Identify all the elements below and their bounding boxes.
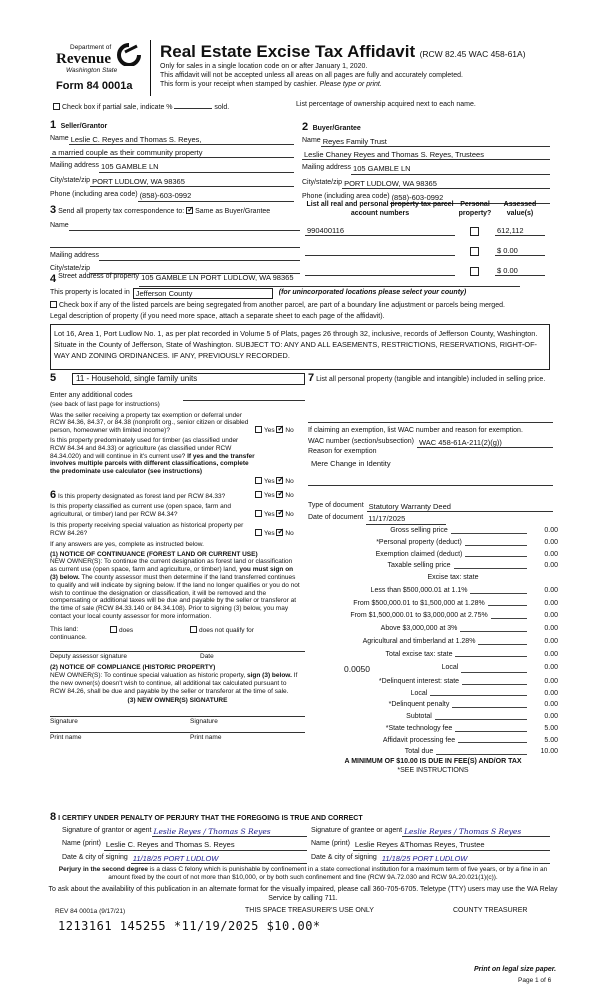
grantee-print-field[interactable]: Leslie Reyes &Thomas Reyes, Trustee: [353, 840, 550, 850]
q-current-use-no[interactable]: [276, 510, 283, 517]
buyer-city-field[interactable]: PORT LUDLOW, WA 98365: [342, 179, 550, 189]
grantor-date-field[interactable]: 11/18/25 PORT LUDLOW: [131, 854, 307, 864]
grantor-sig-label: Signature of grantor or agent: [62, 826, 152, 834]
tech-fee-value: 5.00: [544, 724, 558, 732]
parcel-row: [305, 222, 550, 240]
note-3: This form is your receipt when stamped by cashier.: [160, 80, 318, 88]
doc-date-field[interactable]: 11/17/2025: [366, 514, 446, 524]
legal-paper-note: Print on legal size paper.: [474, 966, 557, 973]
yes-label: Yes: [264, 477, 275, 485]
buyer-name-field[interactable]: Reyes Family Trust: [321, 137, 550, 147]
seller-mailing-label: Mailing address: [50, 162, 100, 170]
perjury-text: is a class C felony which is punishable by confinement in a state correctional institution for a maximum term of five years, or by a fine in an amount fixed by the court of not more than $10,000, or by both such confinement and fine (RCW 9A.72.030 and RCW 9A.20.021(1)(c)).: [108, 866, 548, 881]
wac-field[interactable]: WAC 458-61A-211(2)(g)): [417, 438, 553, 448]
see-instructions: *SEE INSTRUCTIONS: [397, 766, 469, 774]
corr-mailing-label: Mailing address: [50, 251, 100, 259]
header-divider: [150, 40, 151, 96]
buyer-name2-field[interactable]: Leslie Chaney Reyes and Thomas S. Reyes, Trustees: [302, 150, 550, 160]
bracket-row: [308, 600, 558, 609]
seller-name-field[interactable]: Leslie C. Reyes and Thomas S. Reyes,: [69, 135, 294, 145]
q-current-use: Is this property classified as current use (open space, farm and agricultural, or timber) land per RCW 84.34?: [50, 503, 232, 518]
seller-number: 1: [50, 119, 57, 131]
note-1: Only for sales in a single location code on or after January 1, 2020.: [160, 63, 368, 70]
corr-city-label: City/state/zip: [50, 264, 91, 272]
tax-row: [308, 562, 558, 571]
use-code-select[interactable]: 11 - Household, single family units: [72, 373, 305, 385]
bracket-value: 0.00: [544, 586, 559, 594]
personal-property-field[interactable]: [308, 414, 553, 423]
street-label: Street address of property: [58, 273, 140, 280]
no-label: No: [285, 492, 294, 499]
notice2-c: If the new owner(s) doesn't wish to continue, all additional tax calculated pursuant to RCW 84.26, shall be due and payable by the seller or transferor at the time of sale.: [50, 671, 298, 695]
subtotal-label: Subtotal: [406, 713, 432, 721]
q-historic-no[interactable]: [276, 529, 283, 536]
tax-rows: [308, 527, 558, 571]
seller-name-label: Name: [50, 135, 69, 142]
section7-text: List all personal property (tangible and intangible) included in selling price.: [316, 376, 546, 383]
grantee-sig-label: Signature of grantee or agent: [311, 826, 403, 834]
buyer-section: [302, 117, 550, 204]
tax-row: [308, 551, 558, 560]
assessed-heading: Assessed value(s): [503, 201, 537, 217]
excise-heading: Excise tax: state: [427, 574, 479, 581]
tax-row-value[interactable]: 0.00: [544, 527, 559, 534]
sold-label: sold.: [214, 104, 230, 111]
yes-label: Yes: [264, 511, 275, 519]
parcels-table: [305, 201, 550, 280]
minimum-note: A MINIMUM OF $10.00 IS DUE IN FEE(S) AND/OR TAX: [344, 758, 522, 766]
tech-fee-label: *State technology fee: [385, 724, 453, 732]
owner-sig-label-2: Signature: [190, 718, 218, 726]
county-select[interactable]: Jefferson County: [133, 288, 273, 299]
section6-number: 6: [50, 489, 57, 501]
land-does-checkbox[interactable]: [110, 626, 117, 633]
treasurer-use: THIS SPACE TREASURER'S USE ONLY: [245, 907, 374, 914]
buyer-name-label: Name: [302, 137, 321, 144]
q-timber-bold: If yes and the transfer involves multiple parcels with different classifications, complete the predominate use calculator (see instructions): [50, 452, 255, 476]
processing-value: 5.00: [544, 736, 558, 744]
property-section: [50, 273, 550, 370]
del-int-state-value: 0.00: [544, 677, 559, 685]
grantee-print-label: Name (print): [311, 840, 350, 848]
bracket-label: Above $3,000,000 at 3%: [380, 625, 458, 632]
reason-field[interactable]: Mere Change in Identity: [311, 458, 391, 468]
land-label: This land:: [50, 625, 79, 633]
no-label: No: [285, 529, 294, 537]
notice1-b: you must sign on (3) below.: [50, 566, 294, 581]
personal-heading: Personal property?: [458, 201, 492, 217]
bracket-rows: [308, 587, 558, 647]
q-forest-yes[interactable]: [255, 491, 262, 498]
same-as-buyer-checkbox[interactable]: [186, 207, 193, 214]
tax-row-label: *Personal property (deduct): [376, 538, 462, 546]
notice1-title: (1) NOTICE OF CONTINUANCE (FOREST LAND OR CURRENT USE): [50, 550, 258, 558]
unincorporated-note: (for unincorporated locations please select your county): [278, 289, 467, 297]
notice3-title: (3) NEW OWNER(S) SIGNATURE: [127, 697, 228, 705]
buyer-number: 2: [302, 121, 309, 133]
yes-label: Yes: [264, 426, 275, 434]
q-timber-yes[interactable]: [255, 477, 262, 484]
form-title: Real Estate Excise Tax Affidavit: [160, 42, 416, 61]
additional-codes-label: Enter any additional codes: [50, 391, 133, 399]
notice2-b: sign (3) below.: [247, 671, 292, 679]
q-exemption-no[interactable]: [276, 426, 283, 433]
additional-codes-note: (see back of last page for instructions): [50, 400, 160, 408]
grantor-signature[interactable]: Leslie Reyes / Thomas S Reyes: [152, 827, 307, 837]
seller-phone-field[interactable]: (858)-603-0992: [138, 191, 294, 201]
no-label: No: [285, 426, 294, 434]
buyer-mailing-label: Mailing address: [302, 164, 352, 172]
total-due-label: Total due: [404, 748, 434, 756]
parcel-rows: [305, 222, 550, 280]
buyer-heading: Buyer/Grantee: [312, 125, 361, 132]
tax-row-label: Gross selling price: [390, 527, 448, 534]
assessed-value-field[interactable]: $ 0.00: [495, 266, 545, 276]
tax-calculation: [308, 524, 558, 776]
wac-label: WAC number (section/subsection): [308, 437, 414, 445]
personal-property-checkbox[interactable]: [470, 227, 479, 236]
del-int-state-label: *Delinquent interest: state: [378, 677, 460, 685]
grantor-print-label: Name (print): [62, 840, 101, 848]
corr-name-field[interactable]: [69, 222, 300, 231]
tax-row-value[interactable]: 0.00: [544, 550, 559, 558]
owner-sig-label-1: Signature: [50, 718, 78, 726]
tax-row-value[interactable]: 0.00: [544, 562, 559, 570]
note-2: This affidavit will not be accepted unless all areas on all pages are fully and accurately completed.: [160, 71, 463, 79]
bracket-value: 0.00: [544, 625, 559, 632]
page-number: Page 1 of 6: [518, 977, 552, 984]
legal-label: Legal description of property (if you need more space, attach a separate sheet to each page of the affidavit).: [50, 312, 385, 320]
local-rate: 0.0050: [344, 664, 370, 675]
header-notes: [160, 63, 580, 89]
revenue-logo-icon: [115, 42, 143, 66]
seller-mailing-field[interactable]: 105 GAMBLE LN: [99, 162, 294, 172]
yes-label: Yes: [264, 492, 275, 499]
section7-number: 7: [308, 372, 315, 384]
correspondence-number: 3: [50, 204, 57, 216]
del-penalty-label: *Delinquent penalty: [388, 701, 450, 709]
seller-city-label: City/state/zip: [50, 176, 91, 184]
tax-row: [308, 539, 558, 548]
tax-row: [308, 527, 558, 536]
grantee-date-field[interactable]: 11/18/25 PORT LUDLOW: [380, 854, 550, 864]
tax-row-label: Exemption claimed (deduct): [375, 550, 463, 558]
assessed-value-field[interactable]: 612,112: [495, 226, 545, 236]
buyer-phone-label: Phone (including area code): [302, 193, 390, 201]
form-title-block: [160, 42, 526, 62]
seller-heading: Seller/Grantor: [60, 123, 108, 130]
notice2-title: (2) NOTICE OF COMPLIANCE (HISTORIC PROPERTY): [50, 664, 216, 672]
yes-label: Yes: [264, 529, 275, 537]
corr-name2-field[interactable]: [50, 239, 300, 248]
personal-property-checkbox[interactable]: [470, 247, 479, 256]
section-8: [50, 811, 550, 864]
answers-note: If any answers are yes, complete as instructed below.: [50, 540, 204, 548]
local-label: Local: [441, 664, 459, 672]
bracket-row: [308, 625, 558, 634]
street-field[interactable]: 105 GAMBLE LN PORT LUDLOW, WA 98365: [139, 273, 520, 287]
partial-sale-label: Check box if partial sale, indicate %: [62, 104, 173, 111]
bracket-row: [308, 638, 558, 647]
county-treasurer: COUNTY TREASURER: [453, 907, 528, 914]
bracket-label: Less than $500,000.01 at 1.1%: [370, 586, 468, 594]
q-timber-no[interactable]: [276, 477, 283, 484]
notice1-a: NEW OWNER(S): To continue the current designation as forest land or classification as current use (open space, farm and agriculture, or timber) land,: [50, 558, 293, 574]
grantor-print-field[interactable]: Leslie C. Reyes and Thomas S. Reyes: [104, 840, 307, 850]
del-penalty-value: 0.00: [544, 701, 558, 709]
q-timber: Is this property predominately used for timber (as classified under RCW 84.34 and 84.33) or agriculture (as classified under RCW 84.34.020) and will continue in it's current use?: [50, 436, 239, 460]
local-value: 0.00: [544, 664, 559, 672]
owner-print-label-1: Print name: [50, 733, 82, 741]
section-7: [308, 372, 553, 525]
land-cont: continuance.: [50, 633, 87, 641]
bracket-row: [308, 612, 558, 621]
total-state-label: Total excise tax: state: [385, 650, 453, 658]
located-label: This property is located in: [50, 289, 130, 297]
bracket-value: 0.00: [544, 599, 559, 607]
partial-sale-checkbox[interactable]: [53, 103, 60, 110]
seller-city-field[interactable]: PORT LUDLOW, WA 98365: [90, 177, 294, 187]
tax-row-value[interactable]: 0.00: [544, 538, 559, 546]
del-int-local-label: Local: [410, 689, 428, 697]
section8-number: 8: [50, 811, 57, 823]
subtotal-value: 0.00: [544, 713, 558, 721]
assessed-value-field[interactable]: $ 0.00: [495, 246, 545, 256]
treasurer-stamp: 1213161 145255 *11/19/2025 $10.00*: [58, 919, 321, 933]
segregated-label: Check box if any of the listed parcels are being segregated from another parcel, are part of a boundary line adjustment or parcels being merged.: [59, 302, 505, 310]
parcel-number-field[interactable]: [305, 246, 455, 256]
form-number: Form 84 0001a: [56, 80, 133, 92]
seller-section: [50, 115, 294, 202]
q-forest-no[interactable]: [276, 491, 283, 498]
same-as-buyer-label: Same as Buyer/Grantee: [195, 208, 271, 215]
does-label: does: [119, 626, 134, 634]
deputy-sig-label: Deputy assessor signature: [50, 653, 127, 661]
alternate-format: To ask about the availability of this publication in an alternate format for the visually impaired, please call 360-705-6705. Teletype (TTY) users may use the WA Relay Service by calling 711.: [48, 886, 558, 902]
section-6: [50, 489, 305, 742]
notice2-a: NEW OWNER(S): To continue special valuation as historic property,: [50, 671, 246, 679]
bracket-row: [308, 587, 558, 596]
dept-line3: Washington State: [66, 66, 118, 74]
perjury-notice: [48, 866, 558, 882]
bracket-label: From $1,500,000.01 to $3,000,000 at 2.75%: [350, 612, 488, 620]
bracket-label: Agricultural and timberland at 1.28%: [362, 637, 476, 645]
processing-label: Affidavit processing fee: [382, 736, 456, 744]
seller-phone-label: Phone (including area code): [50, 191, 138, 199]
ownership-note: List percentage of ownership acquired next to each name.: [296, 101, 476, 108]
corr-name-label: Name: [50, 221, 69, 229]
parcel-row: [305, 242, 550, 260]
rev-number: REV 84 0001a (9/17/21): [55, 908, 126, 915]
note-3b: Please type or print.: [319, 80, 382, 88]
owner-print-label-2: Print name: [190, 733, 222, 741]
q-exemption: Was the seller receiving a property tax exemption or deferral under RCW 84.36, 84.37, or 84.38 (nonprofit org., senior citizen or disabled person, homeowner with limited income)?: [50, 411, 249, 435]
correspondence-text: Send all property tax correspondence to:: [58, 208, 185, 215]
parcel-number-field[interactable]: 990400116: [305, 226, 455, 236]
perjury-bold: Perjury in the second degree: [58, 866, 148, 873]
grantee-signature[interactable]: Leslie Reyes / Thomas S Reyes: [402, 827, 550, 837]
no-label: No: [285, 511, 294, 519]
dept-line1: Department of: [70, 44, 112, 51]
seller-name2-field[interactable]: a married couple as their community property: [50, 148, 294, 158]
section-5: [50, 372, 305, 486]
doc-type-label: Type of document: [308, 502, 364, 509]
total-due-value: 10.00: [540, 748, 559, 756]
segregated-checkbox[interactable]: [50, 301, 57, 308]
grantee-date-label: Date & city of signing: [311, 853, 377, 861]
land-does-not-checkbox[interactable]: [190, 626, 197, 633]
buyer-mailing-field[interactable]: 105 GAMBLE LN: [351, 164, 550, 174]
parcels-heading: List all real and personal property tax parcel account numbers: [306, 201, 454, 217]
total-state-value: 0.00: [544, 650, 559, 658]
q-forest: Is this property designated as forest land per RCW 84.33?: [57, 493, 226, 500]
reason-label: Reason for exemption: [308, 447, 377, 455]
tax-row-label: Taxable selling price: [387, 562, 451, 570]
property-number: 4: [50, 273, 57, 285]
corr-mailing-field[interactable]: [99, 252, 300, 261]
q-exemption-yes[interactable]: [255, 426, 262, 433]
doc-date-label: Date of document: [308, 514, 364, 522]
q-historic: Is this property receiving special valuation as historical property per RCW 84.26?: [50, 521, 244, 537]
reason-line: [308, 480, 553, 486]
dept-line2: Revenue: [56, 50, 111, 67]
does-not-label: does not qualify for: [199, 626, 254, 634]
partial-sale-row: [53, 103, 229, 113]
q-historic-yes[interactable]: [255, 529, 262, 536]
correspondence-section: [50, 204, 300, 274]
additional-codes-field[interactable]: [183, 392, 306, 401]
bracket-value: 0.00: [544, 612, 559, 620]
buyer-city-label: City/state/zip: [302, 178, 343, 186]
bracket-label: From $500,000.01 to $1,500,000 at 1.28%: [353, 599, 485, 607]
notice1-c: The county assessor must then determine if the land transferred continues to qualify and will indicate by signing below. If the land no longer qualifies or you do not wish to continue the designation or classification, it will be removed and the compensating or additional taxes will be due and payable by the seller or transferor at the time of sale (RCW 84.33.140 or 84.34.108). Prior to signing (3) below, you may contact your local county assessor for more information.: [50, 573, 300, 620]
doc-type-field[interactable]: Statutory Warranty Deed: [367, 502, 553, 512]
certify-text: I CERTIFY UNDER PENALTY OF PERJURY THAT THE FOREGOING IS TRUE AND CORRECT: [58, 815, 363, 822]
buyer-phone-field[interactable]: (858)-603-0992: [390, 193, 550, 203]
bracket-value: 0.00: [544, 637, 558, 645]
deputy-date-label: Date: [200, 653, 214, 661]
section5-number: 5: [50, 372, 57, 384]
form-rcw: (RCW 82.45 WAC 458-61A): [419, 49, 526, 59]
del-int-local-value: 0.00: [544, 689, 559, 697]
q-current-use-yes[interactable]: [255, 510, 262, 517]
no-label: No: [285, 477, 294, 485]
legal-description-field[interactable]: Lot 16, Area 1, Port Ludlow No. 1, as per plat recorded in Volume 5 of Plats, pages 26 through 32, inclusive, records of Jefferson County, Washington. Situate in the County of Jefferson, State of Washington. SUBJECT TO: ANY AND ALL EASEMENTS, RESTRICTIONS, RESERVATIONS, RIGHT-OF-WAY AND ZONING ORDINANCES. IF ANY, PREVIOUSLY RECORDED.: [50, 324, 550, 370]
grantor-date-label: Date & city of signing: [62, 853, 128, 861]
exemption-note: If claiming an exemption, list WAC number and reason for exemption.: [308, 426, 523, 434]
